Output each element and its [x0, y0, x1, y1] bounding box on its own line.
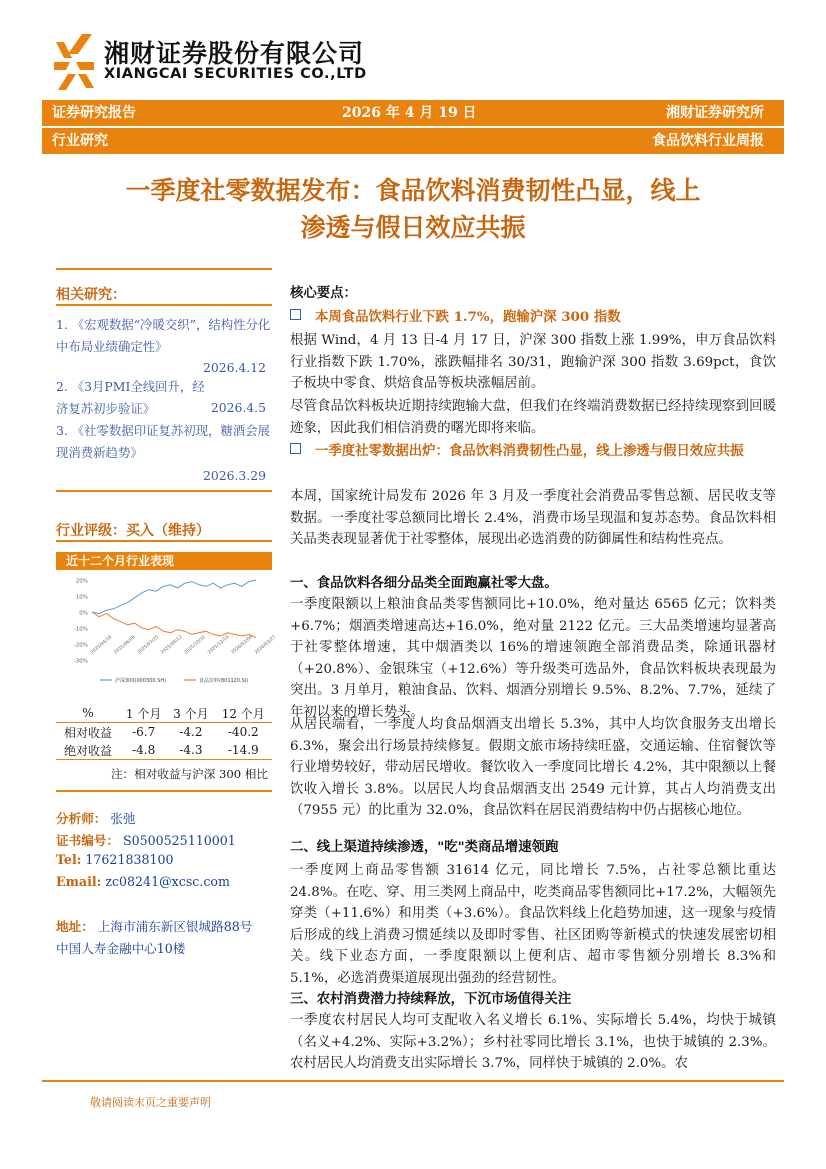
header-bar-bottom: [42, 128, 784, 154]
email-link[interactable]: zc08241@xcsc.com: [105, 874, 230, 889]
perf-header: %: [56, 704, 120, 723]
series-line-2: [92, 612, 256, 638]
table-row: 相对收益 -6.7 -4.2 -40.2: [63, 725, 259, 740]
subsection-1-paragraph-1: 一季度限额以上粮油食品类零售额同比+10.0%，绝对量达 6565 亿元；饮料类+6.7%；烟酒类增速高达+16.0%，绝对量 2122 亿元。三大品类增速均显著高于社零整体增速，其中烟酒类以 16%的增速领跑全部消费品类，除通讯器材（+20.8%）、金银珠宝（+12.6%）等升级类可选品外，食品饮料板块表现最为突出。3 月单月，粮油食品、饮料、烟酒分别增长 9.5%、8.2%、7.7%，延续了年初以来的增长势头。: [290, 597, 776, 720]
institute-name: 湘财证券研究所: [666, 105, 764, 121]
related-link-2[interactable]: 2. 《3月PMI全线回升，经济复苏初步验证》: [56, 379, 205, 416]
perf-header: 1 个月: [120, 704, 167, 723]
report-category: 行业研究: [52, 133, 108, 149]
subsection-1-paragraph-2: 从居民端看，一季度人均食品烟酒支出增长 5.3%，其中人均饮食服务支出增长 6.3%，聚会出行场景持续修复。假期文旅市场持续旺盛，交通运输、住宿餐饮等行业增势较好，带动居民增收。餐饮收入一季度同比增长 4.2%，其中限额以上餐饮收入增长 3.8%。以居民人均食品烟酒支出 2549 元计算，其占人均消费支出（7955 元）的比重为 32.0%，食品饮料在居民消费结构中仍占据核心地位。: [290, 717, 776, 819]
report-type: 证券研究报告: [52, 105, 136, 121]
checkbox-bullet-icon: [290, 309, 301, 320]
divider: [56, 268, 272, 270]
telephone: Tel: 17621838100: [56, 852, 174, 867]
key-points-heading: 核心要点：: [290, 285, 357, 301]
related-heading: 相关研究：: [56, 287, 126, 303]
divider: [56, 790, 272, 792]
x-tick-label: 2025/04/18: [90, 635, 114, 656]
cert-number: 证书编号： S0500525110001: [56, 833, 236, 848]
related-date-1: 2026.4.12: [202, 360, 266, 375]
y-tick-label: 0%: [79, 610, 88, 617]
legend-label: 沪深300(000300.SH): [115, 678, 167, 684]
x-tick-label: 2026/02/06: [230, 635, 254, 656]
x-tick-label: 2025/10/31: [183, 635, 207, 656]
report-date: 2026 年 4 月 19 日: [342, 105, 477, 121]
subsection-2-paragraph-1: 一季度网上商品零售额 31614 亿元，同比增长 7.5%，占社零总额比重达 24.8%。在吃、穿、用三类网上商品中，吃类商品零售额同比+17.2%，大幅领先穿类（+11.6%）和用类（+3.6%）。食品饮料线上化趋势加速，这一现象与疫情后形成的线上消费习惯延续以及即时零售、社区团购等新模式的快速发展密切相关。线下业态方面，一季度限额以上便利店、超市零售额分别增长 8.3%和 5.1%，必选消费渠道展现出强劲的经营韧性。: [290, 863, 776, 986]
email: Email: zc08241@xcsc.com: [56, 874, 230, 889]
industry-rating: 行业评级：买入（维持）: [56, 523, 210, 539]
header-bar-top: [42, 100, 784, 126]
divider: [56, 490, 272, 492]
related-link-3[interactable]: 3. 《社零数据印证复苏初现，糖酒会展现消费新趋势》: [56, 423, 271, 460]
report-series: 食品饮料行业周报: [652, 133, 764, 149]
y-tick-label: -20%: [73, 642, 88, 649]
performance-table: [56, 704, 272, 760]
section-1-title: 本周食品饮料行业下跌 1.7%，跑输沪深 300 指数: [290, 306, 776, 328]
x-tick-label: 2025/12/19: [207, 635, 231, 656]
legend-label: 食品饮料(801120.SI): [199, 678, 249, 684]
x-tick-label: 2025/09/12: [160, 635, 184, 656]
perf-header: 3 个月: [167, 704, 214, 723]
performance-chart: [56, 572, 278, 692]
company-name-en: XIANGCAI SECURITIES CO.,LTD: [104, 66, 367, 82]
y-tick-label: -30%: [73, 658, 88, 665]
subsection-1-title: 一、食品饮料各细分品类全面跑赢社零大盘。: [290, 575, 558, 591]
analyst: 分析师： 张弛: [56, 811, 136, 826]
subsection-2-title: 二、线上渠道持续渗透，"吃"类商品增速领跑: [290, 839, 559, 855]
related-link-1[interactable]: 1. 《宏观数据“冷暖交织”，结构性分化中布局业绩确定性》: [56, 317, 271, 354]
chart-title: 近十二个月行业表现: [56, 552, 272, 570]
address-line-2: 中国人寿金融中心10楼: [56, 941, 186, 956]
section-1-paragraph-1: 根据 Wind，4 月 13 日-4 月 17 日，沪深 300 指数上涨 1.99%，申万食品饮料行业指数下跌 1.70%，涨跌幅排名 30/31，跑输沪深 300 指数 3.69pct，食饮子板块中零食、烘焙食品等板块涨幅居前。: [290, 333, 776, 392]
divider: [56, 304, 272, 306]
section-2-title: 一季度社零数据出炉：食品饮料消费韧性凸显，线上渗透与假日效应共振: [290, 440, 776, 462]
page-title: 一季度社零数据发布：食品饮料消费韧性凸显，线上 渗透与假日效应共振: [125, 176, 701, 242]
subsection-3-paragraph-1: 一季度农村居民人均可支配收入名义增长 6.1%、实际增长 5.4%，均快于城镇（名义+4.2%、实际+3.2%）；乡村社零同比增长 3.1%，也快于城镇的 2.3%。农村居民人均消费支出实际增长 3.7%，同样快于城镇的 2.0%。农: [290, 1013, 776, 1072]
x-tick-label: 2026/03/27: [254, 635, 278, 656]
checkbox-bullet-icon: [290, 443, 301, 454]
address: 地址： 上海市浦东新区银城路88号: [56, 919, 253, 934]
divider: [56, 540, 272, 542]
y-tick-label: -10%: [73, 626, 88, 633]
related-date-3: 2026.3.29: [202, 468, 266, 483]
perf-header: 12 个月: [215, 704, 272, 723]
x-tick-label: 2025/07/25: [136, 635, 161, 656]
footer-divider: [42, 1080, 784, 1082]
footer-disclaimer: 敬请阅读末页之重要声明: [90, 1096, 211, 1109]
series-line-1: [92, 580, 256, 614]
section-2-paragraph-1: 本周，国家统计局发布 2026 年 3 月及一季度社会消费品零售总额、居民收支等数据。一季度社零总额同比增长 2.4%，消费市场呈现温和复苏态势。食品饮料相关品类表现显著优于社零整体，展现出必选消费的防御属性和结构性亮点。: [290, 489, 776, 548]
company-logo-icon: [52, 32, 96, 90]
table-note: 注：相对收益与沪深 300 相比: [110, 767, 268, 781]
related-date-2: 2026.4.5: [210, 400, 266, 415]
y-tick-label: 20%: [75, 578, 88, 585]
company-name-cn: 湘财证券股份有限公司: [104, 39, 365, 68]
table-row: 绝对收益 -4.8 -4.3 -14.9: [56, 741, 272, 760]
x-tick-label: 2025/06/06: [113, 635, 137, 656]
y-tick-label: 10%: [75, 594, 88, 601]
section-1-paragraph-2: 尽管食品饮料板块近期持续跑输大盘，但我们在终端消费数据已经持续现察到回暖迹象，因此我们相信消费的曙光即将来临。: [290, 399, 776, 436]
subsection-3-title: 三、农村消费潜力持续释放，下沉市场值得关注: [290, 991, 572, 1007]
